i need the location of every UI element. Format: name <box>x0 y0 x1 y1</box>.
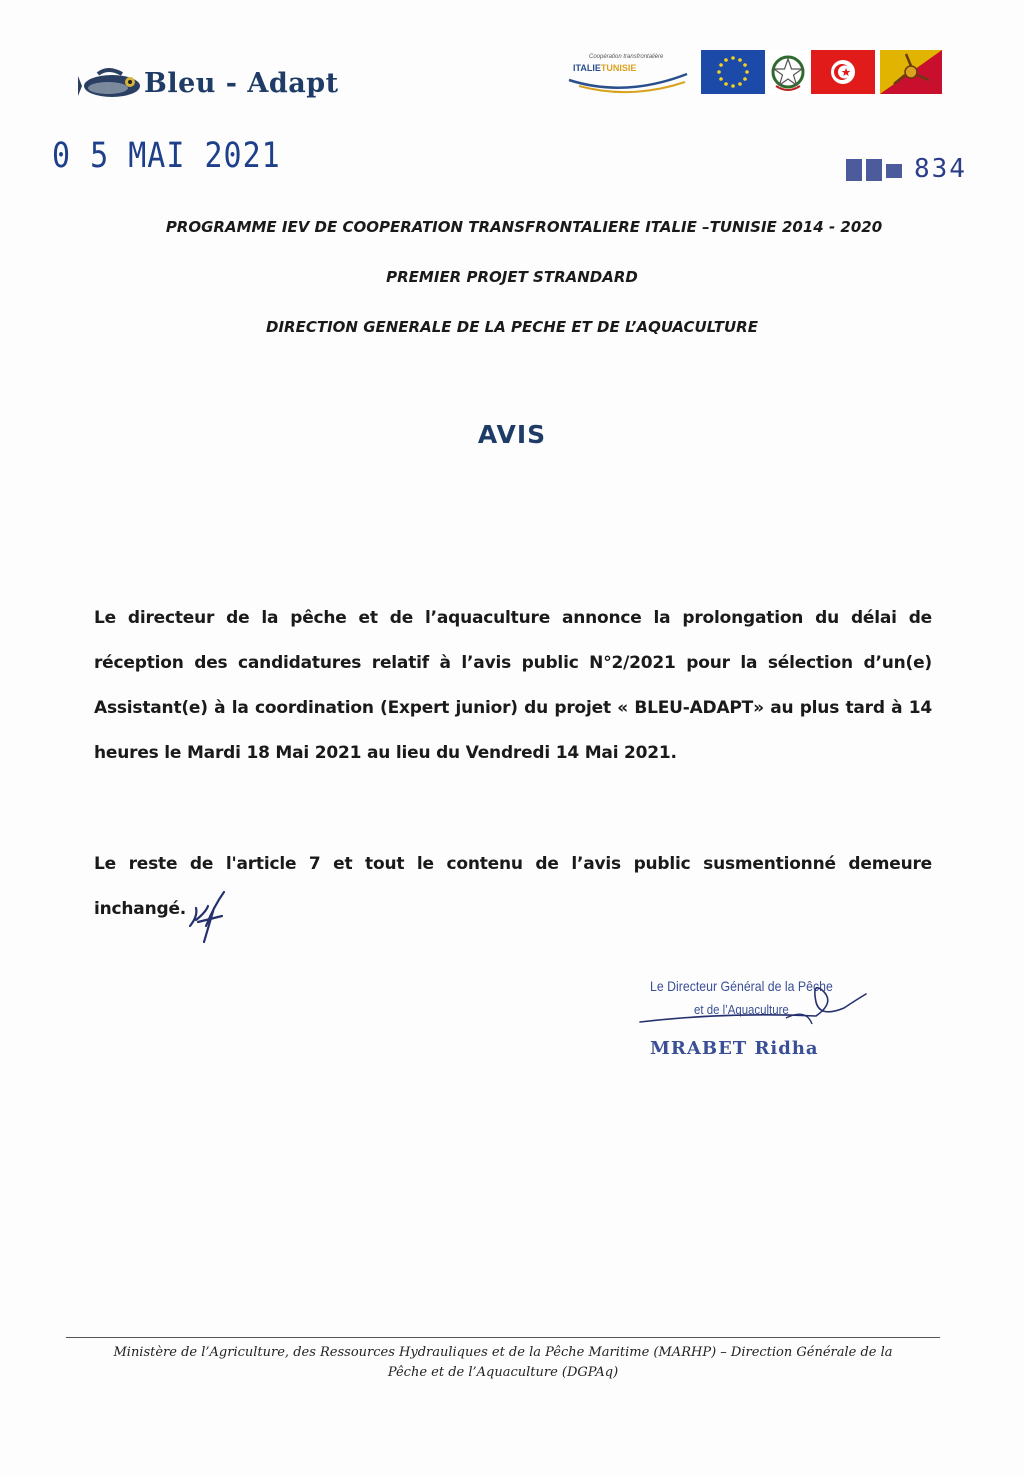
reference-stamp <box>840 152 985 192</box>
cooperation-logo <box>565 52 691 96</box>
sicily-flag-icon <box>880 50 942 94</box>
signature-title-line-1: Le Directeur Général de la Pêche <box>650 978 833 994</box>
stamp-block <box>866 159 882 181</box>
program-heading: PROGRAMME IEV DE COOPERATION TRANSFRONTALIERE ITALIE –TUNISIE 2014 - 2020 <box>165 218 883 236</box>
footer-line-1: Ministère de l’Agriculture, des Ressources Hydrauliques et de la Pêche Maritime (MARHP) – Direction Générale de la <box>113 1345 893 1360</box>
signatory-name: MRABET Ridha <box>650 1038 819 1059</box>
tunisia-flag-icon <box>811 50 875 94</box>
date-stamp: 0 5 MAI 2021 <box>52 136 281 177</box>
signature-block <box>636 972 896 1072</box>
signature-title-line-2: et de l’Aquaculture <box>694 1002 789 1017</box>
body-paragraph-2: Le reste de l'article 7 et tout le contenu de l’avis public susmentionné demeure inchangé. <box>94 854 932 919</box>
footer-divider <box>66 1337 940 1338</box>
document-title: AVIS <box>477 420 547 449</box>
coop-logo-name: ITALIETUNISIE <box>573 63 637 73</box>
eu-flag-icon <box>701 50 765 94</box>
reference-number: 834 <box>914 154 967 184</box>
stamp-block <box>886 164 902 178</box>
handwritten-initials-icon <box>184 886 230 946</box>
direction-heading: DIRECTION GENERALE DE LA PECHE ET DE L’AQUACULTURE <box>266 318 758 336</box>
brand-name: Bleu - Adapt <box>144 68 339 99</box>
bleu-adapt-logo <box>78 62 338 106</box>
stamp-block <box>846 159 862 181</box>
footer <box>66 1343 940 1383</box>
footer-line-2: Pêche et de l’Aquaculture (DGPAq) <box>387 1365 619 1380</box>
italy-emblem-icon <box>768 50 808 94</box>
body-paragraph-1: Le directeur de la pêche et de l’aquaculture annonce la prolongation du délai de réception des candidatures relatif à l’avis public N°2/2021 pour la sélection d’un(e) Assistant(e) à la coordination (Expert junior) du projet « BLEU-ADAPT» au plus tard à 14 heures le Mardi 18 Mai 2021 au lieu du Vendredi 14 Mai 2021. <box>94 608 932 763</box>
fish-logo-icon <box>78 66 148 102</box>
handwritten-signature-icon <box>636 972 896 1072</box>
project-heading: PREMIER PROJET STRANDARD <box>386 268 638 286</box>
swoosh-icon <box>565 52 691 96</box>
coop-logo-caption: Coopération transfrontalière <box>589 54 664 60</box>
